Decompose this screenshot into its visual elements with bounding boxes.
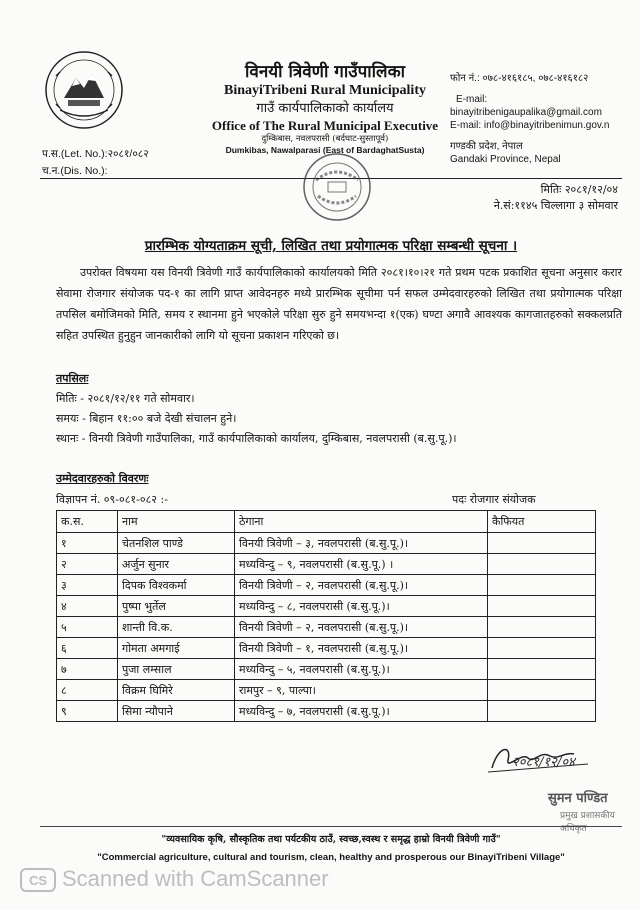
table-row bbox=[57, 533, 596, 554]
cell-sn: ६ bbox=[57, 638, 118, 659]
municipality-name-nepali: विनयी त्रिवेणी गाउँपालिका bbox=[244, 62, 406, 82]
cell-address: विनयी त्रिवेणी – ३, नवलपरासी (ब.सु.पू.)। bbox=[235, 533, 488, 554]
table-row bbox=[57, 638, 596, 659]
exam-date: मितिः - २०८१/१२/११ गते सोमवार। bbox=[56, 392, 195, 405]
candidates-table bbox=[56, 510, 596, 722]
office-name-nepali: गाउँ कार्यपालिकाको कार्यालय bbox=[256, 101, 394, 116]
footer-divider bbox=[40, 826, 622, 827]
cell-sn: २ bbox=[57, 554, 118, 575]
cell-remark bbox=[488, 575, 596, 596]
cell-name: गोमता अमगाई bbox=[118, 638, 235, 659]
cell-remark bbox=[488, 596, 596, 617]
table-row bbox=[57, 659, 596, 680]
column-header-name: नाम bbox=[118, 511, 235, 533]
cell-name: चेतनशिल पाण्डे bbox=[118, 533, 235, 554]
cell-name: पुष्पा भुर्तेल bbox=[118, 596, 235, 617]
signatory-role: प्रमुख प्रशासकीय अधिकृत bbox=[560, 811, 615, 834]
letterhead-center bbox=[180, 62, 470, 156]
municipality-emblem bbox=[42, 48, 126, 132]
cell-address: विनयी त्रिवेणी – १, नवलपरासी (ब.सु.पू.)। bbox=[235, 638, 488, 659]
address-nepali: दुम्किबास, नवलपरासी (बर्दघाट-सुस्तापूर्व) bbox=[261, 134, 389, 144]
dispatch-number: च.न.(Dis. No.): bbox=[42, 165, 108, 177]
table-row bbox=[57, 680, 596, 701]
cell-sn: ५ bbox=[57, 617, 118, 638]
advertisement-number: विज्ञापन नं. ०९-०८१-०८२ :- bbox=[56, 493, 168, 506]
province-nepali: गण्डकी प्रदेश, नेपाल bbox=[450, 141, 523, 152]
cell-address: विनयी त्रिवेणी – २, नवलपरासी (ब.सु.पू.)। bbox=[235, 617, 488, 638]
cell-address: मध्यविन्दु – ८, नवलपरासी (ब.सु.पू.)। bbox=[235, 596, 488, 617]
handwritten-signature bbox=[478, 738, 628, 818]
email-primary: binayitribenigaupalika@gmail.com bbox=[450, 107, 602, 118]
camscanner-watermark: Scanned with CamScanner bbox=[62, 866, 329, 891]
phone-numbers: फोन नं.: ०७८-४१६१८५, ०७८-४१६१८२ bbox=[450, 73, 589, 84]
cell-address: मध्यविन्दु – ५, नवलपरासी (ब.सु.पू.)। bbox=[235, 659, 488, 680]
email-secondary: E-mail: info@binayitribenimun.gov.n bbox=[450, 120, 610, 131]
svg-text:CS: CS bbox=[28, 873, 48, 888]
cell-remark bbox=[488, 701, 596, 722]
cell-sn: ४ bbox=[57, 596, 118, 617]
cell-remark bbox=[488, 533, 596, 554]
cell-sn: ७ bbox=[57, 659, 118, 680]
signatory-name: सुमन पण्डित bbox=[548, 791, 608, 806]
post-name: पदः रोजगार संयोजक bbox=[452, 493, 536, 506]
exam-schedule bbox=[56, 369, 457, 449]
cell-name: दिपक विश्वकर्मा bbox=[118, 575, 235, 596]
cell-address: मध्यविन्दु – ९, नवलपरासी (ब.सु.पू.) । bbox=[235, 554, 488, 575]
cell-remark bbox=[488, 638, 596, 659]
column-header-address: ठेगाना bbox=[235, 511, 488, 533]
camscanner-logo-icon bbox=[20, 868, 56, 892]
office-stamp bbox=[300, 150, 375, 225]
footer-slogan-nepali: "व्यवसायिक कृषि, सौस्कृतिक तथा पर्यटकीय ठाउँ, स्वच्छ,स्वस्थ र समृद्ध हाम्रो विनयी त्रिवेणी गाउँ" bbox=[161, 834, 501, 845]
cell-address: मध्यविन्दु – ७, नवलपरासी (ब.सु.पू.)। bbox=[235, 701, 488, 722]
cell-sn: ८ bbox=[57, 680, 118, 701]
column-header-sn: क.स. bbox=[57, 511, 118, 533]
letter-reference bbox=[42, 146, 149, 180]
exam-place: स्थानः - विनयी त्रिवेणी गाउँपालिका, गाउँ कार्यपालिकाको कार्यालय, दुम्किबास, नवलपरासी (ब.सु.पू.)। bbox=[56, 432, 457, 445]
footer-slogan-english: "Commercial agriculture, cultural and tourism, clean, healthy and prosperous our BinayiTribeni Village" bbox=[97, 852, 565, 863]
office-name-english: Office of The Rural Municipal Executive bbox=[211, 118, 439, 133]
cell-remark bbox=[488, 554, 596, 575]
cell-address: रामपुर – ९, पाल्पा। bbox=[235, 680, 488, 701]
table-header-row bbox=[57, 511, 596, 533]
municipality-name-english: BinayiTribeni Rural Municipality bbox=[224, 83, 426, 98]
table-row bbox=[57, 701, 596, 722]
letter-number: प.स.(Let. No.):२०८१/०८२ bbox=[42, 148, 149, 160]
address-english: Dumkibas, Nawalparasi (East of BardaghatSusta) bbox=[225, 145, 425, 155]
cell-sn: ३ bbox=[57, 575, 118, 596]
cell-name: शान्ती वि.क. bbox=[118, 617, 235, 638]
issue-date: मितिः २०८१/१२/०४ bbox=[540, 183, 618, 196]
schedule-heading: तपसिलः bbox=[56, 372, 89, 385]
notice-body: उपरोक्त विषयमा यस विनयी त्रिवेणी गाउँ कार्यपालिकाको कार्यालयको मिति २०८१।१०।२१ गते प्रथम पटक प्रकाशित सूचना अनुसार करार सेवामा रोजगार संयोजक पद-१ का लागि प्राप्त आवेदनहरु मध्ये प्रारम्भिक सूचीमा पर्न सफल उम्मेदवारहरुको लिखित तथा प्रयोगात्मक परिक्षा तपसिल बमोजिमको मिति, समय र स्थानमा हुने भएकोले परिक्षा सुरु हुने समयभन्दा १(एक) घण्टा अगावै आवश्यक कागजातहरुको सक्कलप्रति सहित उपस्थित हुनुहुन जानकारीको लागि यो सूचना प्रकाशन गरिएको छ। bbox=[56, 266, 622, 342]
cell-remark bbox=[488, 680, 596, 701]
cell-address: विनयी त्रिवेणी – २, नवलपरासी (ब.सु.पू.)। bbox=[235, 575, 488, 596]
table-row bbox=[57, 596, 596, 617]
cell-remark bbox=[488, 659, 596, 680]
issue-date-block bbox=[438, 182, 618, 214]
notice-title: प्रारम्भिक योग्यताक्रम सूची, लिखित तथा प्रयोगात्मक परिक्षा सम्बन्धी सूचना । bbox=[144, 238, 518, 254]
table-row bbox=[57, 554, 596, 575]
province-english: Gandaki Province, Nepal bbox=[450, 154, 561, 165]
table-row bbox=[57, 575, 596, 596]
cell-name: पुजा लम्साल bbox=[118, 659, 235, 680]
cell-remark bbox=[488, 617, 596, 638]
column-header-remarks: कैफियत bbox=[488, 511, 596, 533]
table-row bbox=[57, 617, 596, 638]
cell-sn: १ bbox=[57, 533, 118, 554]
signature-date: २०८१/१२/०४ bbox=[512, 755, 575, 770]
cell-sn: ९ bbox=[57, 701, 118, 722]
letterhead-contact bbox=[450, 72, 635, 166]
exam-time: समयः - बिहान ११:०० बजे देखी संचालन हुने। bbox=[56, 412, 237, 425]
cell-name: विक्रम घिमिरे bbox=[118, 680, 235, 701]
cell-name: अर्जुन सुनार bbox=[118, 554, 235, 575]
nepal-sambat-date: ने.सं:११४५ चिल्लागा ३ सोमवार bbox=[493, 199, 618, 212]
candidates-heading: उम्मेदवारहरुको विवरणः bbox=[56, 472, 149, 485]
email-label: E-mail: bbox=[456, 94, 488, 105]
cell-name: सिमा न्यौपाने bbox=[118, 701, 235, 722]
